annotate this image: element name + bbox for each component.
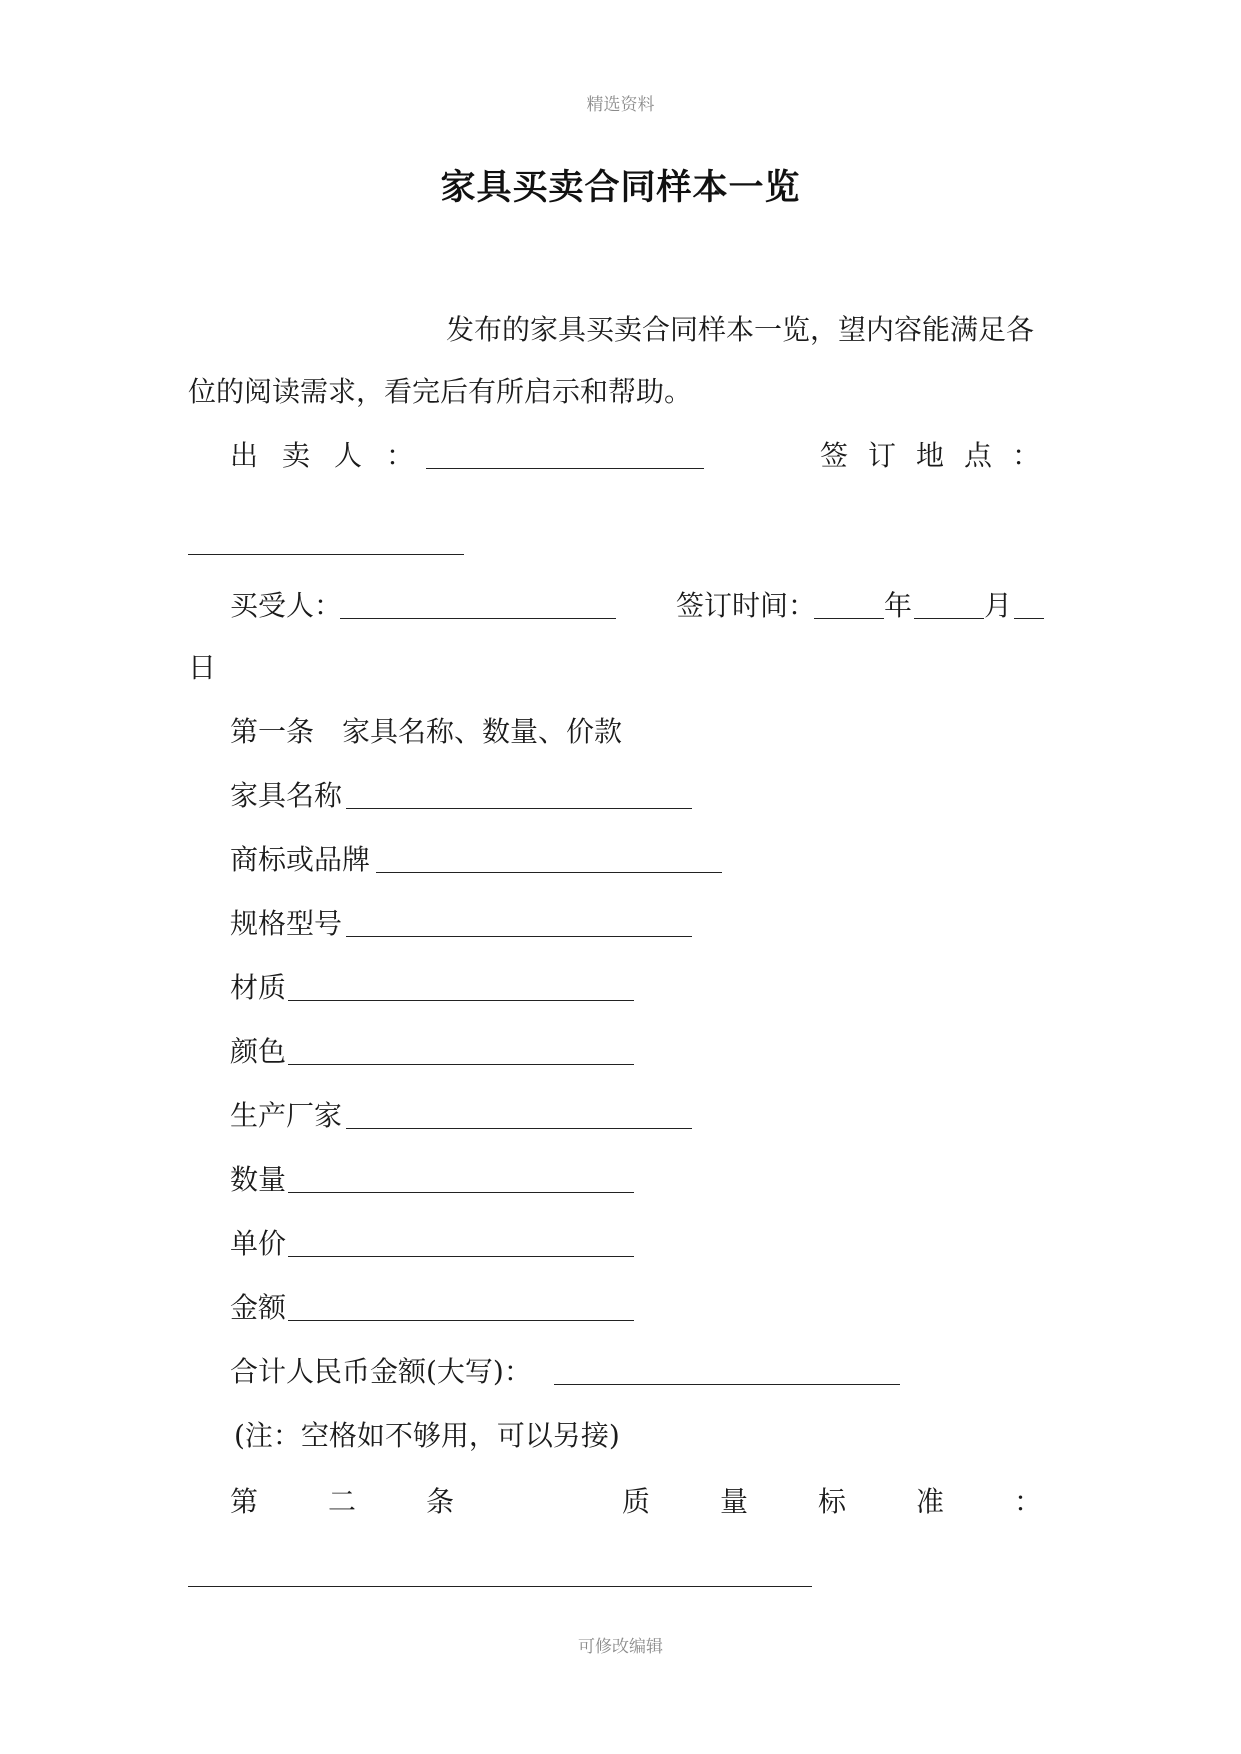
field-color-blank[interactable] xyxy=(288,1034,634,1065)
field-furniture-name-blank[interactable] xyxy=(346,778,692,809)
year-blank[interactable] xyxy=(814,588,884,619)
sign-place-char: 签 xyxy=(820,439,849,472)
sign-place-char: 订 xyxy=(868,439,897,472)
total-amount-blank[interactable] xyxy=(554,1354,900,1385)
buyer-blank[interactable] xyxy=(340,588,616,619)
article-2-c3: 条 xyxy=(426,1485,455,1518)
seller-blank[interactable] xyxy=(426,438,704,469)
field-color-label: 颜色 xyxy=(230,1035,287,1068)
seller-label-char: 人 xyxy=(334,439,363,472)
sign-place-blank[interactable] xyxy=(188,524,464,555)
field-material-label: 材质 xyxy=(230,971,287,1004)
field-unit-price-label: 单价 xyxy=(230,1227,287,1260)
seller-label-char: ： xyxy=(386,439,415,472)
field-quantity-blank[interactable] xyxy=(288,1162,634,1193)
sign-place-char: 点 xyxy=(964,439,993,472)
month-label: 月 xyxy=(984,589,1013,622)
year-label: 年 xyxy=(884,589,913,622)
field-model-label: 规格型号 xyxy=(230,907,343,940)
article-1-heading: 第一条 家具名称、数量、价款 xyxy=(230,715,623,748)
field-amount-blank[interactable] xyxy=(288,1290,634,1321)
sign-place-char: 地 xyxy=(916,439,945,472)
article-2-c8: ： xyxy=(1014,1485,1043,1518)
field-manufacturer-label: 生产厂家 xyxy=(230,1099,343,1132)
quality-standard-blank[interactable] xyxy=(188,1556,812,1587)
sign-place-char: ： xyxy=(1012,439,1041,472)
sign-time-label: 签订时间： xyxy=(676,589,817,622)
day-label: 日 xyxy=(188,651,217,684)
article-2-c4: 质 xyxy=(622,1485,651,1518)
total-amount-label: 合计人民币金额(大写)： xyxy=(230,1355,532,1388)
seller-label xyxy=(230,436,414,476)
field-model-blank[interactable] xyxy=(346,906,692,937)
field-material-blank[interactable] xyxy=(288,970,634,1001)
page-footer: 可修改编辑 xyxy=(578,1637,663,1657)
day-blank[interactable] xyxy=(1014,588,1044,619)
article-2-c7: 准 xyxy=(916,1485,945,1518)
intro-line-2: 位的阅读需求，看完后有所启示和帮助。 xyxy=(188,375,693,408)
field-brand-label: 商标或品牌 xyxy=(230,843,371,876)
field-amount-label: 金额 xyxy=(230,1291,287,1324)
article-2-c6: 标 xyxy=(818,1485,847,1518)
field-manufacturer-blank[interactable] xyxy=(346,1098,692,1129)
field-furniture-name-label: 家具名称 xyxy=(230,779,343,812)
document-title: 家具买卖合同样本一览 xyxy=(440,167,801,208)
month-blank[interactable] xyxy=(914,588,984,619)
intro-line-1: 发布的家具买卖合同样本一览，望内容能满足各 xyxy=(446,313,1035,346)
article-2-c5: 量 xyxy=(720,1485,749,1518)
field-quantity-label: 数量 xyxy=(230,1163,287,1196)
seller-label-char: 卖 xyxy=(282,439,311,472)
field-brand-blank[interactable] xyxy=(376,842,722,873)
buyer-label: 买受人： xyxy=(230,589,343,622)
page-header: 精选资料 xyxy=(586,95,655,115)
field-unit-price-blank[interactable] xyxy=(288,1226,634,1257)
article-2-c2: 二 xyxy=(328,1485,357,1518)
article-2-c1: 第 xyxy=(230,1485,259,1518)
sign-place-label xyxy=(820,436,1040,476)
seller-label-char: 出 xyxy=(230,439,259,472)
note-text: (注：空格如不够用，可以另接) xyxy=(234,1419,620,1452)
